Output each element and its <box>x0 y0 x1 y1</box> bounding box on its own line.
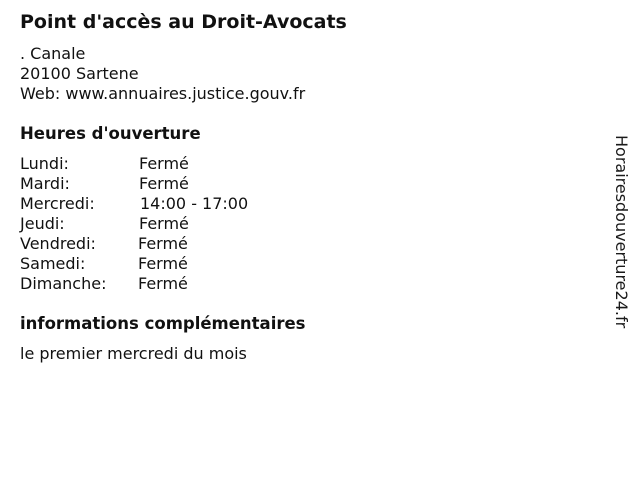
address-street: . Canale <box>20 44 86 63</box>
time-value: Fermé <box>138 254 188 273</box>
day-label: Lundi: <box>20 154 69 173</box>
hours-row-monday <box>20 154 320 174</box>
address-block <box>20 44 305 104</box>
time-value: Fermé <box>138 274 188 293</box>
hours-row-tuesday <box>20 174 320 194</box>
time-value: 14:00 - 17:00 <box>140 194 249 213</box>
opening-hours-list <box>20 154 320 294</box>
day-label: Mardi: <box>20 174 70 193</box>
site-watermark: Horairesdouverture24.fr <box>612 135 631 329</box>
time-value: Fermé <box>139 174 189 193</box>
day-label: Vendredi: <box>20 234 96 253</box>
address-web: Web: www.annuaires.justice.gouv.fr <box>20 84 306 103</box>
day-label: Mercredi: <box>20 194 95 213</box>
day-label: Samedi: <box>20 254 86 273</box>
address-city: 20100 Sartene <box>20 64 139 83</box>
time-value: Fermé <box>139 214 189 233</box>
page-title: Point d'accès au Droit-Avocats <box>20 11 347 33</box>
day-label: Dimanche: <box>20 274 107 293</box>
hours-row-friday <box>20 234 320 254</box>
hours-heading: Heures d'ouverture <box>20 124 201 143</box>
hours-row-wednesday <box>20 194 320 214</box>
info-text: le premier mercredi du mois <box>20 344 247 363</box>
hours-row-sunday <box>20 274 320 294</box>
time-value: Fermé <box>138 234 188 253</box>
info-heading: informations complémentaires <box>20 314 306 333</box>
day-label: Jeudi: <box>20 214 65 233</box>
hours-row-saturday <box>20 254 320 274</box>
time-value: Fermé <box>139 154 189 173</box>
hours-row-thursday <box>20 214 320 234</box>
